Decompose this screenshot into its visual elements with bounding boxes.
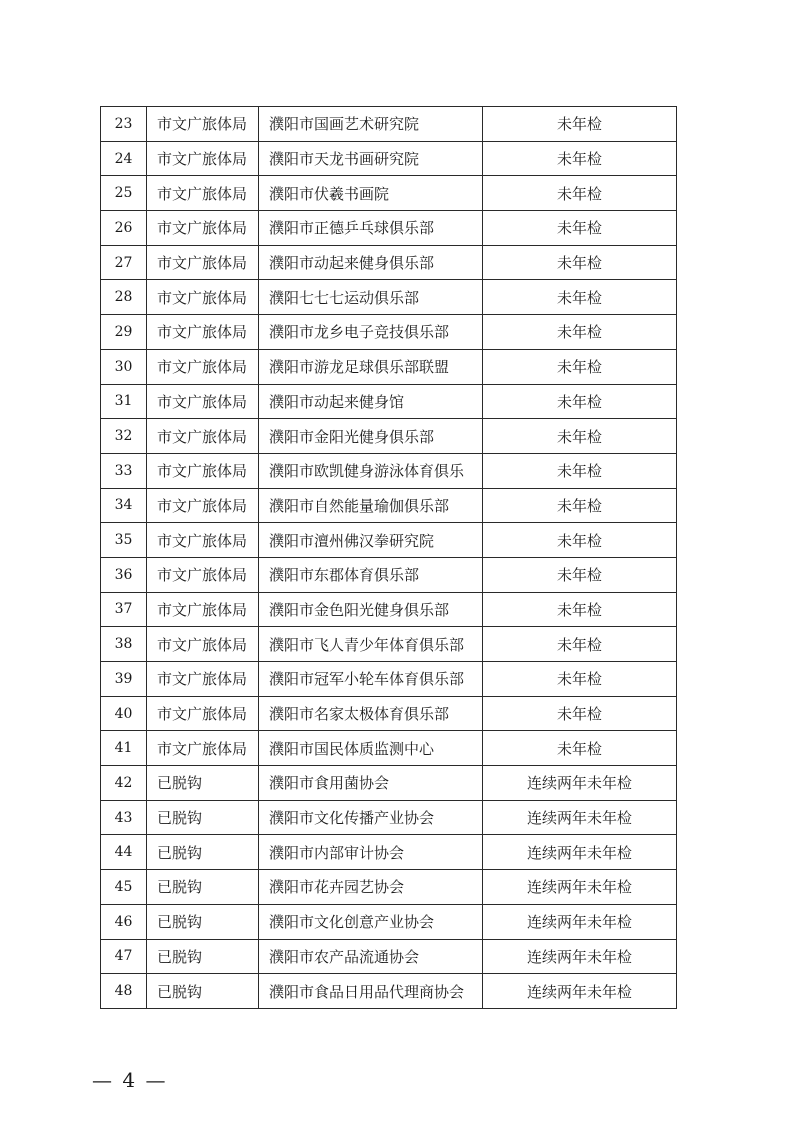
row-unit: 市文广旅体局 [147, 731, 259, 766]
row-org-name: 濮阳市动起来健身馆 [259, 384, 483, 419]
table-row [101, 766, 677, 801]
row-status: 未年检 [483, 523, 677, 558]
row-unit: 市文广旅体局 [147, 384, 259, 419]
row-status: 未年检 [483, 245, 677, 280]
row-org-name: 濮阳市内部审计协会 [259, 835, 483, 870]
table-row [101, 315, 677, 350]
row-number: 23 [101, 107, 147, 142]
row-org-name: 濮阳市冠军小轮车体育俱乐部 [259, 662, 483, 697]
table-row [101, 592, 677, 627]
row-org-name: 濮阳市金阳光健身俱乐部 [259, 419, 483, 454]
row-org-name: 濮阳市文化传播产业协会 [259, 800, 483, 835]
row-unit: 市文广旅体局 [147, 280, 259, 315]
row-status: 未年检 [483, 280, 677, 315]
row-org-name: 濮阳市澶州佛汉拳研究院 [259, 523, 483, 558]
row-org-name: 濮阳市国民体质监测中心 [259, 731, 483, 766]
row-unit: 市文广旅体局 [147, 141, 259, 176]
row-unit: 已脱钩 [147, 800, 259, 835]
row-status: 未年检 [483, 107, 677, 142]
row-status: 未年检 [483, 453, 677, 488]
row-unit: 市文广旅体局 [147, 488, 259, 523]
row-status: 连续两年未年检 [483, 904, 677, 939]
row-org-name: 濮阳市食用菌协会 [259, 766, 483, 801]
row-org-name: 濮阳市国画艺术研究院 [259, 107, 483, 142]
row-status: 未年检 [483, 592, 677, 627]
table-row [101, 523, 677, 558]
row-org-name: 濮阳市金色阳光健身俱乐部 [259, 592, 483, 627]
row-unit: 已脱钩 [147, 974, 259, 1009]
row-number: 41 [101, 731, 147, 766]
table-row [101, 280, 677, 315]
row-unit: 市文广旅体局 [147, 349, 259, 384]
row-org-name: 濮阳七七七运动俱乐部 [259, 280, 483, 315]
table-row [101, 800, 677, 835]
row-unit: 市文广旅体局 [147, 453, 259, 488]
row-number: 32 [101, 419, 147, 454]
table-row [101, 974, 677, 1009]
row-unit: 市文广旅体局 [147, 419, 259, 454]
row-unit: 市文广旅体局 [147, 176, 259, 211]
table-row [101, 419, 677, 454]
row-number: 29 [101, 315, 147, 350]
row-org-name: 濮阳市游龙足球俱乐部联盟 [259, 349, 483, 384]
row-number: 35 [101, 523, 147, 558]
row-status: 未年检 [483, 349, 677, 384]
row-number: 25 [101, 176, 147, 211]
table-body [101, 107, 677, 1009]
row-status: 未年检 [483, 384, 677, 419]
table-row [101, 211, 677, 246]
row-status: 连续两年未年检 [483, 974, 677, 1009]
row-org-name: 濮阳市欧凯健身游泳体育俱乐 [259, 453, 483, 488]
row-status: 未年检 [483, 731, 677, 766]
row-number: 31 [101, 384, 147, 419]
row-org-name: 濮阳市飞人青少年体育俱乐部 [259, 627, 483, 662]
row-number: 37 [101, 592, 147, 627]
page-number: — 4 — [92, 1068, 168, 1092]
row-org-name: 濮阳市农产品流通协会 [259, 939, 483, 974]
row-status: 连续两年未年检 [483, 766, 677, 801]
table-row [101, 662, 677, 697]
row-number: 36 [101, 557, 147, 592]
row-org-name: 濮阳市东郡体育俱乐部 [259, 557, 483, 592]
row-unit: 市文广旅体局 [147, 245, 259, 280]
row-org-name: 濮阳市天龙书画研究院 [259, 141, 483, 176]
row-status: 连续两年未年检 [483, 835, 677, 870]
row-unit: 已脱钩 [147, 835, 259, 870]
row-unit: 市文广旅体局 [147, 662, 259, 697]
row-org-name: 濮阳市花卉园艺协会 [259, 870, 483, 905]
table-row [101, 453, 677, 488]
row-number: 40 [101, 696, 147, 731]
row-status: 未年检 [483, 662, 677, 697]
row-status: 未年检 [483, 211, 677, 246]
row-org-name: 濮阳市伏羲书画院 [259, 176, 483, 211]
row-org-name: 濮阳市动起来健身俱乐部 [259, 245, 483, 280]
row-number: 34 [101, 488, 147, 523]
table-row [101, 731, 677, 766]
row-number: 44 [101, 835, 147, 870]
row-number: 28 [101, 280, 147, 315]
row-number: 24 [101, 141, 147, 176]
row-unit: 市文广旅体局 [147, 523, 259, 558]
row-status: 连续两年未年检 [483, 870, 677, 905]
row-status: 未年检 [483, 488, 677, 523]
row-number: 30 [101, 349, 147, 384]
row-number: 43 [101, 800, 147, 835]
table-row [101, 488, 677, 523]
row-status: 未年检 [483, 141, 677, 176]
row-unit: 市文广旅体局 [147, 557, 259, 592]
row-number: 26 [101, 211, 147, 246]
table-row [101, 384, 677, 419]
table-row [101, 245, 677, 280]
table-row [101, 696, 677, 731]
table-row [101, 141, 677, 176]
table-row [101, 904, 677, 939]
row-unit: 已脱钩 [147, 939, 259, 974]
row-status: 连续两年未年检 [483, 800, 677, 835]
row-number: 47 [101, 939, 147, 974]
row-number: 33 [101, 453, 147, 488]
org-list-table-wrap [100, 106, 676, 1009]
row-number: 39 [101, 662, 147, 697]
row-unit: 市文广旅体局 [147, 627, 259, 662]
row-status: 未年检 [483, 696, 677, 731]
table-row [101, 835, 677, 870]
row-number: 42 [101, 766, 147, 801]
row-status: 未年检 [483, 557, 677, 592]
row-unit: 已脱钩 [147, 904, 259, 939]
row-org-name: 濮阳市名家太极体育俱乐部 [259, 696, 483, 731]
row-number: 38 [101, 627, 147, 662]
row-unit: 市文广旅体局 [147, 696, 259, 731]
row-org-name: 濮阳市正德乒乓球俱乐部 [259, 211, 483, 246]
table-row [101, 939, 677, 974]
row-status: 未年检 [483, 315, 677, 350]
row-unit: 已脱钩 [147, 766, 259, 801]
row-unit: 已脱钩 [147, 870, 259, 905]
row-org-name: 濮阳市文化创意产业协会 [259, 904, 483, 939]
row-org-name: 濮阳市食品日用品代理商协会 [259, 974, 483, 1009]
table-row [101, 176, 677, 211]
row-status: 未年检 [483, 176, 677, 211]
row-org-name: 濮阳市龙乡电子竞技俱乐部 [259, 315, 483, 350]
org-list-table [100, 106, 677, 1009]
table-row [101, 107, 677, 142]
table-row [101, 627, 677, 662]
row-status: 未年检 [483, 627, 677, 662]
row-number: 45 [101, 870, 147, 905]
table-row [101, 349, 677, 384]
table-row [101, 557, 677, 592]
row-number: 48 [101, 974, 147, 1009]
row-status: 未年检 [483, 419, 677, 454]
row-number: 27 [101, 245, 147, 280]
row-unit: 市文广旅体局 [147, 592, 259, 627]
row-unit: 市文广旅体局 [147, 107, 259, 142]
row-status: 连续两年未年检 [483, 939, 677, 974]
row-unit: 市文广旅体局 [147, 315, 259, 350]
row-org-name: 濮阳市自然能量瑜伽俱乐部 [259, 488, 483, 523]
row-unit: 市文广旅体局 [147, 211, 259, 246]
row-number: 46 [101, 904, 147, 939]
table-row [101, 870, 677, 905]
